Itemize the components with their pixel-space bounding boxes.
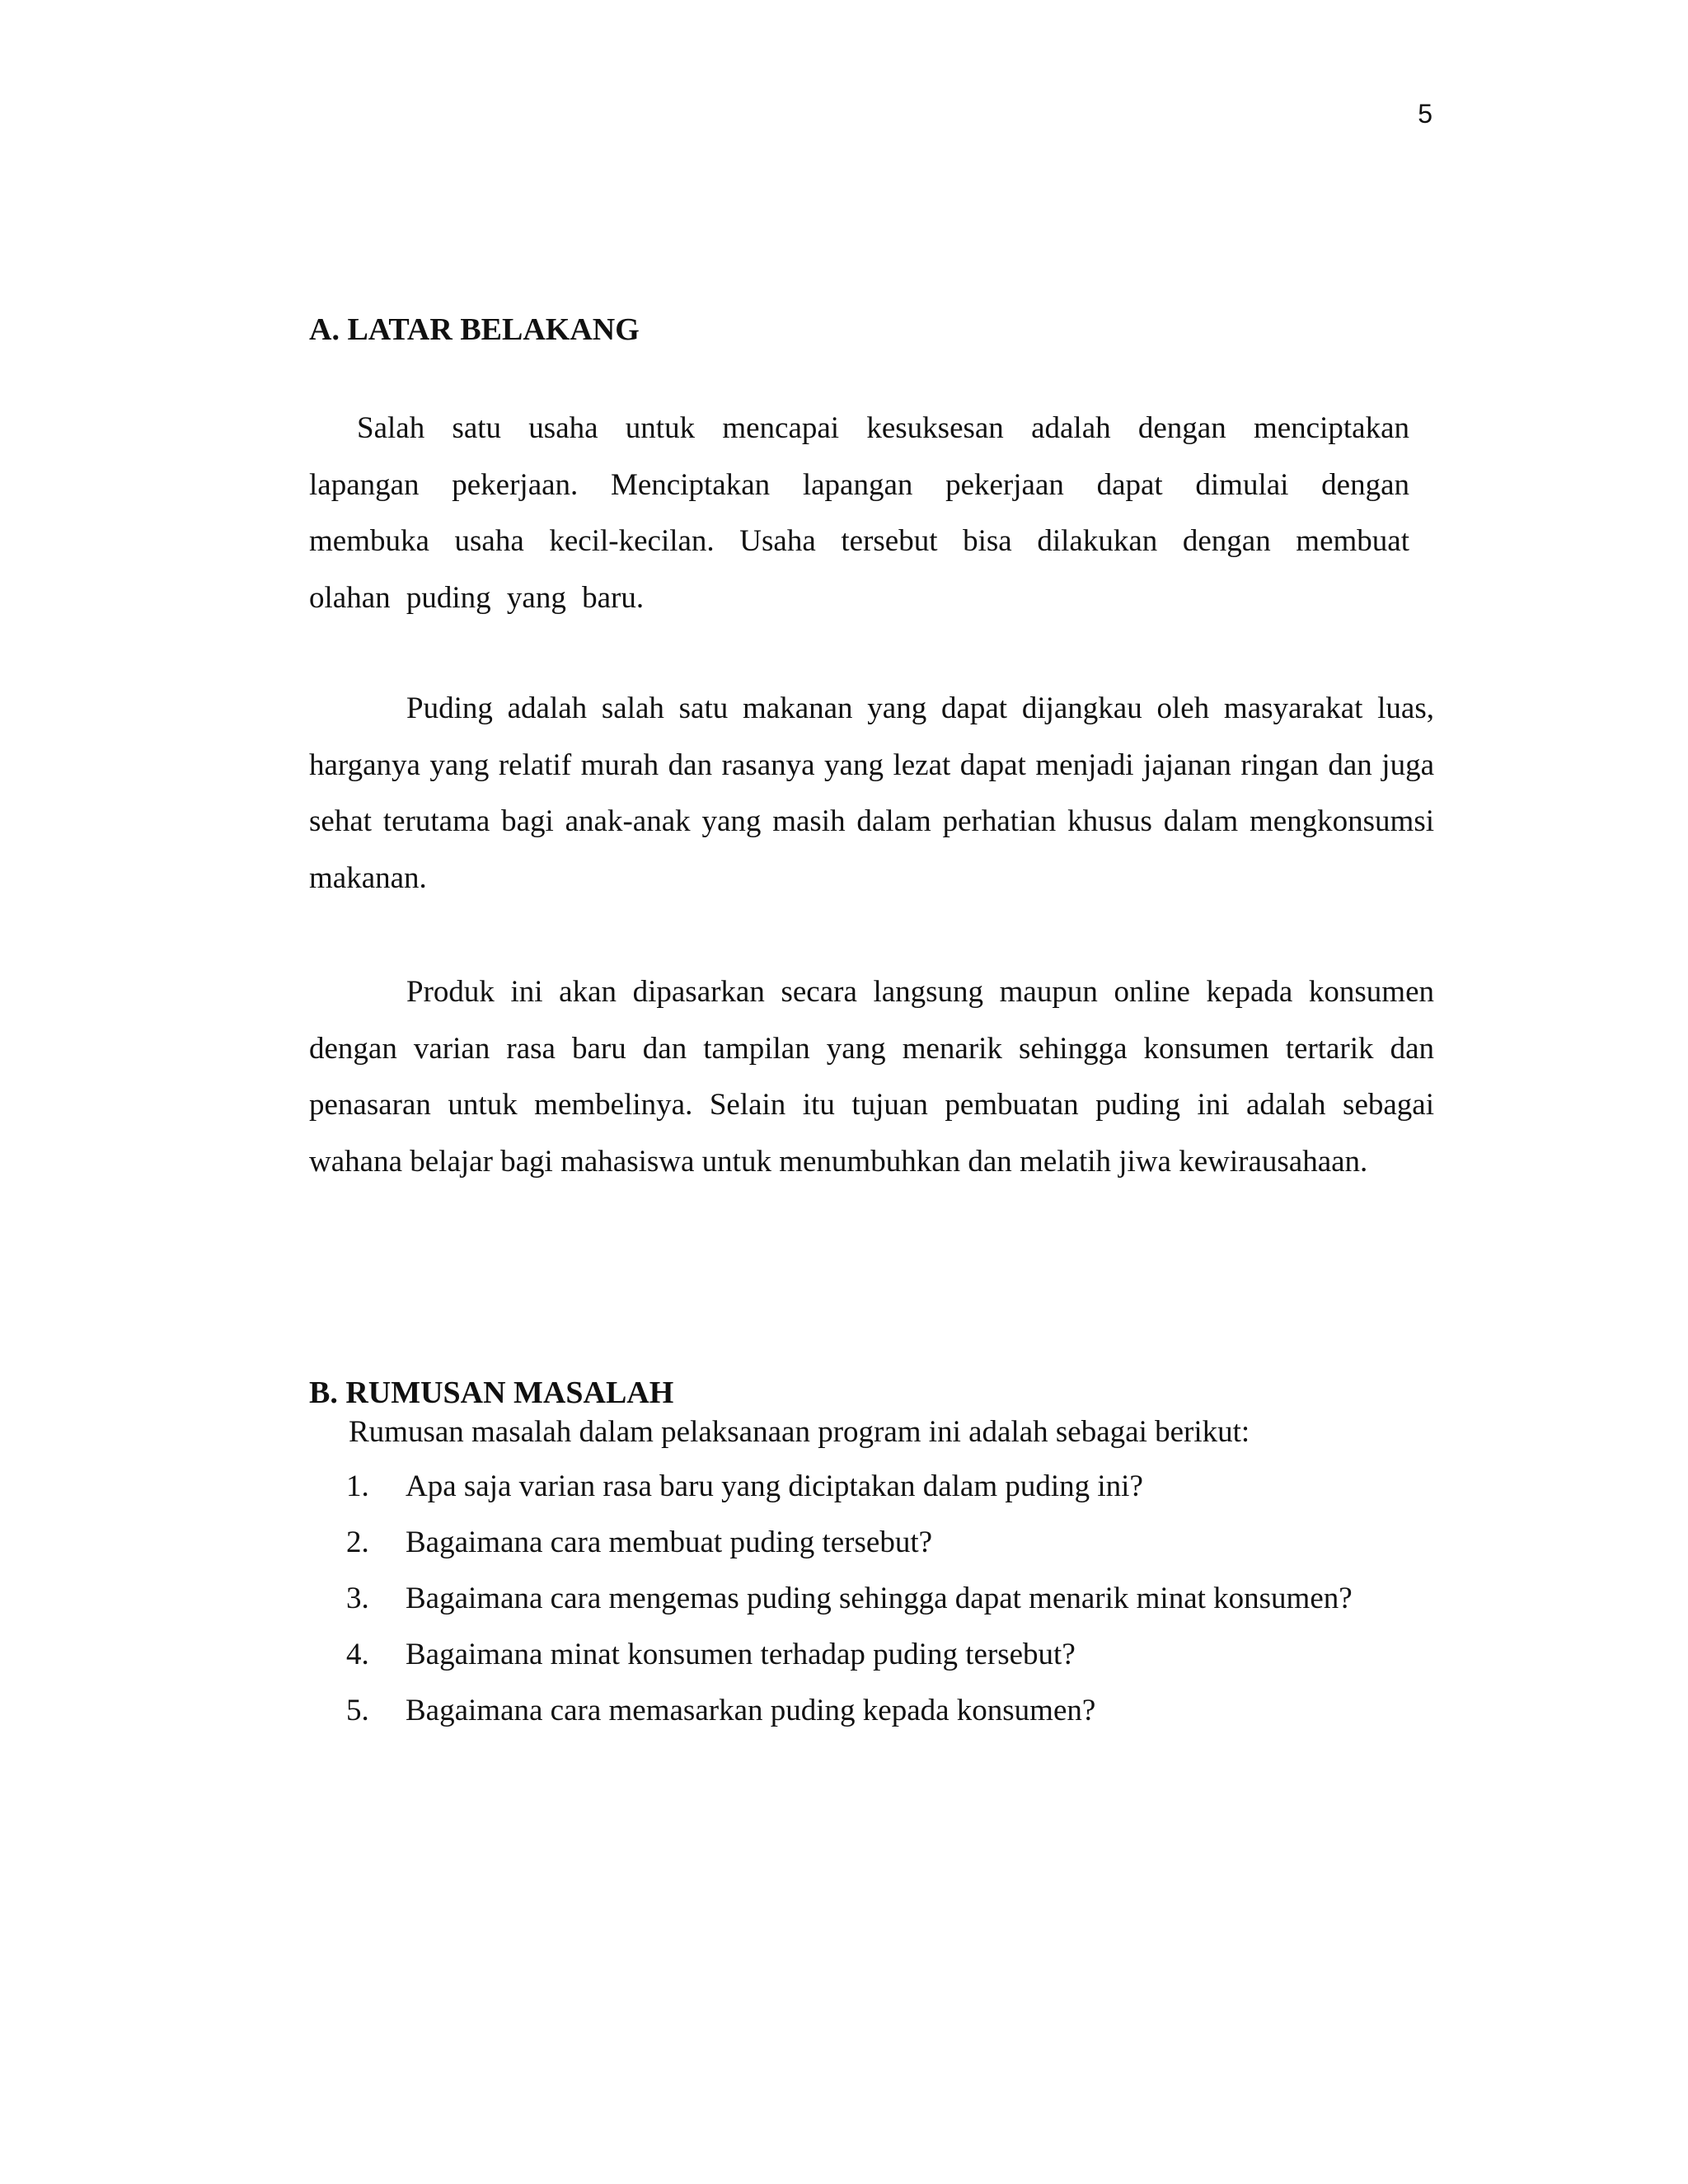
background-paragraph-1: Salah satu usaha untuk mencapai kesuksesan adalah dengan menciptakan lapangan pekerjaan. Menciptakan lapangan pekerjaan dapat dimulai dengan membuka usaha kecil-kecilan. Usaha tersebut bisa dilakukan dengan membuat olahan puding yang baru. (309, 411, 1409, 615)
section-a-heading: A. LATAR BELAKANG (309, 312, 640, 347)
list-item-number: 4. (346, 1638, 369, 1671)
list-item (346, 1469, 1353, 1525)
list-item (346, 1581, 1353, 1637)
problem-list (346, 1469, 1353, 1749)
list-item-text: Bagaimana cara memasarkan puding kepada konsumen? (406, 1694, 1096, 1727)
list-item-text: Apa saja varian rasa baru yang diciptakan dalam puding ini? (406, 1469, 1143, 1503)
list-item-text: Bagaimana minat konsumen terhadap puding tersebut? (406, 1638, 1076, 1671)
section-b-heading: B. RUMUSAN MASALAH (309, 1376, 674, 1410)
list-item-number: 5. (346, 1694, 369, 1727)
list-item-text: Bagaimana cara membuat puding tersebut? (406, 1526, 933, 1559)
page-number: 5 (1418, 99, 1432, 129)
problem-intro: Rumusan masalah dalam pelaksanaan program ini adalah sebagai berikut: (349, 1415, 1250, 1449)
background-paragraph-2: Puding adalah salah satu makanan yang dapat dijangkau oleh masyarakat luas, harganya yang relatif murah dan rasanya yang lezat dapat menjadi jajanan ringan dan juga sehat terutama bagi anak-anak yang masih dalam perhatian khusus dalam mengkonsumsi makanan. (309, 691, 1434, 895)
list-item-number: 2. (346, 1526, 369, 1559)
list-item-number: 1. (346, 1469, 369, 1503)
list-item (346, 1525, 1353, 1581)
list-item-text: Bagaimana cara mengemas puding sehingga dapat menarik minat konsumen? (406, 1582, 1353, 1615)
list-item (346, 1693, 1353, 1749)
list-item-number: 3. (346, 1582, 369, 1615)
list-item (346, 1637, 1353, 1693)
background-paragraph-3: Produk ini akan dipasarkan secara langsung maupun online kepada konsumen dengan varian rasa baru dan tampilan yang menarik sehingga konsumen tertarik dan penasaran untuk membelinya. Selain itu tujuan pembuatan puding ini adalah sebagai wahana belajar bagi mahasiswa untuk menumbuhkan dan melatih jiwa kewirausahaan. (309, 975, 1434, 1179)
